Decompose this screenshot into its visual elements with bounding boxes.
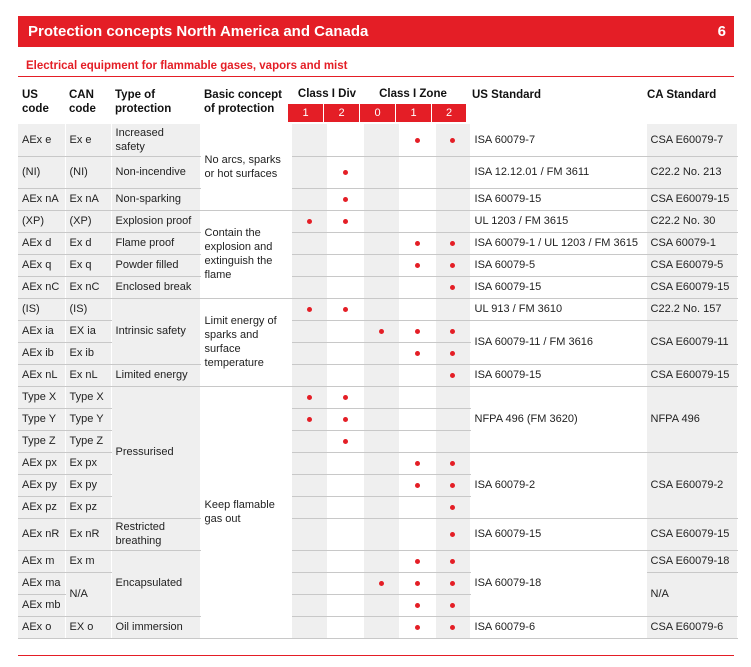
- zone-2-header: 2: [432, 104, 466, 122]
- zone-2-cell: [435, 572, 470, 594]
- zone-2-cell: [435, 430, 470, 452]
- can-code-cell: Type Z: [65, 430, 111, 452]
- type-of-protection-cell: Limited energy: [111, 364, 200, 386]
- type-of-protection-cell: Explosion proof: [111, 210, 200, 232]
- us-standard-cell: ISA 60079-1 / UL 1203 / FM 3615: [470, 232, 646, 254]
- zone-2-cell: [435, 386, 470, 408]
- zone-0-cell: [363, 518, 399, 550]
- can-code-cell: Ex m: [65, 550, 111, 572]
- div-2-header: 2: [324, 104, 359, 122]
- div-1-cell: [291, 364, 327, 386]
- div-1-cell: [291, 254, 327, 276]
- type-of-protection-cell: Oil immersion: [111, 616, 200, 638]
- type-of-protection-cell: Pressurised: [111, 386, 200, 518]
- us-code-cell: AEx mb: [18, 594, 65, 616]
- col-class-div: Class I Div: [297, 88, 357, 100]
- ca-standard-cell: N/A: [646, 572, 737, 616]
- applicable-dot-icon: [450, 241, 455, 246]
- section-subtitle: Electrical equipment for flammable gases, vapors and mist: [26, 60, 348, 72]
- table-row: [18, 124, 737, 156]
- can-code-cell: Type Y: [65, 408, 111, 430]
- div-2-cell: [327, 320, 363, 342]
- applicable-dot-icon: [450, 483, 455, 488]
- div-2-cell: [327, 254, 363, 276]
- zone-2-cell: [435, 364, 470, 386]
- us-standard-cell: ISA 60079-15: [470, 364, 646, 386]
- bottom-rule: [18, 655, 734, 656]
- applicable-dot-icon: [343, 439, 348, 444]
- applicable-dot-icon: [343, 219, 348, 224]
- ca-standard-cell: CSA E60079-11: [646, 320, 737, 364]
- zone-0-cell: [363, 188, 399, 210]
- zone-0-cell: [363, 124, 399, 156]
- us-code-cell: AEx nR: [18, 518, 65, 550]
- ca-standard-cell: CSA E60079-7: [646, 124, 737, 156]
- zone-0-cell: [363, 408, 399, 430]
- applicable-dot-icon: [415, 351, 420, 356]
- us-standard-cell: UL 913 / FM 3610: [470, 298, 646, 320]
- zone-0-cell: [363, 572, 399, 594]
- ca-standard-cell: C22.2 No. 157: [646, 298, 737, 320]
- zone-1-cell: [399, 232, 435, 254]
- applicable-dot-icon: [307, 219, 312, 224]
- zone-1-cell: [399, 320, 435, 342]
- can-code-cell: N/A: [65, 572, 111, 616]
- type-of-protection-cell: Flame proof: [111, 232, 200, 254]
- zone-2-cell: [435, 276, 470, 298]
- zone-0-cell: [363, 276, 399, 298]
- us-standard-cell: ISA 60079-5: [470, 254, 646, 276]
- applicable-dot-icon: [415, 138, 420, 143]
- us-code-cell: AEx o: [18, 616, 65, 638]
- us-code-cell: AEx m: [18, 550, 65, 572]
- ca-standard-cell: C22.2 No. 213: [646, 156, 737, 188]
- us-code-cell: AEx nA: [18, 188, 65, 210]
- us-code-cell: Type Z: [18, 430, 65, 452]
- can-code-cell: Ex nA: [65, 188, 111, 210]
- zone-0-cell: [363, 386, 399, 408]
- div-1-cell: [291, 298, 327, 320]
- can-code-cell: Ex d: [65, 232, 111, 254]
- us-code-cell: AEx ib: [18, 342, 65, 364]
- zone-1-cell: [399, 254, 435, 276]
- can-code-cell: Ex px: [65, 452, 111, 474]
- applicable-dot-icon: [450, 373, 455, 378]
- can-code-cell: (IS): [65, 298, 111, 320]
- table-row: [18, 550, 737, 572]
- table-row: [18, 364, 737, 386]
- applicable-dot-icon: [307, 417, 312, 422]
- zone-1-cell: [399, 276, 435, 298]
- us-code-cell: AEx ia: [18, 320, 65, 342]
- zone-1-header: 1: [396, 104, 431, 122]
- ca-standard-cell: CSA E60079-15: [646, 364, 737, 386]
- zone-0-cell: [363, 616, 399, 638]
- ca-standard-cell: CSA E60079-15: [646, 518, 737, 550]
- div-1-cell: [291, 342, 327, 364]
- type-of-protection-cell: Intrinsic safety: [111, 298, 200, 364]
- zone-1-cell: [399, 124, 435, 156]
- us-code-cell: Type X: [18, 386, 65, 408]
- us-code-cell: AEx q: [18, 254, 65, 276]
- type-of-protection-cell: Restricted breathing: [111, 518, 200, 550]
- col-ca-standard: CA Standard: [647, 89, 717, 101]
- ca-standard-cell: NFPA 496: [646, 386, 737, 452]
- can-code-cell: Ex nL: [65, 364, 111, 386]
- div-1-cell: [291, 616, 327, 638]
- applicable-dot-icon: [343, 197, 348, 202]
- applicable-dot-icon: [415, 263, 420, 268]
- us-standard-cell: ISA 60079-18: [470, 550, 646, 616]
- us-code-cell: AEx pz: [18, 496, 65, 518]
- div-2-cell: [327, 550, 363, 572]
- applicable-dot-icon: [415, 241, 420, 246]
- applicable-dot-icon: [450, 603, 455, 608]
- zone-1-cell: [399, 550, 435, 572]
- applicable-dot-icon: [450, 532, 455, 537]
- div-1-cell: [291, 430, 327, 452]
- div-1-cell: [291, 518, 327, 550]
- applicable-dot-icon: [450, 625, 455, 630]
- type-of-protection-cell: Powder filled: [111, 254, 200, 276]
- zone-1-cell: [399, 452, 435, 474]
- col-type: Type of protection: [115, 89, 172, 115]
- zone-1-cell: [399, 156, 435, 188]
- div-2-cell: [327, 518, 363, 550]
- col-class-zone: Class I Zone: [379, 88, 447, 100]
- zone-1-cell: [399, 364, 435, 386]
- div-2-cell: [327, 342, 363, 364]
- page-title: Protection concepts North America and Canada: [28, 23, 369, 40]
- basic-concept-cell: No arcs, sparks or hot surfaces: [200, 124, 291, 210]
- us-code-cell: (IS): [18, 298, 65, 320]
- div-1-cell: [291, 386, 327, 408]
- zone-0-cell: [363, 342, 399, 364]
- zone-0-cell: [363, 430, 399, 452]
- can-code-cell: EX o: [65, 616, 111, 638]
- ca-standard-cell: CSA 60079-1: [646, 232, 737, 254]
- zone-1-cell: [399, 496, 435, 518]
- can-code-cell: Ex nR: [65, 518, 111, 550]
- basic-concept-cell: Keep flamable gas out: [200, 386, 291, 638]
- div-2-cell: [327, 452, 363, 474]
- div-2-cell: [327, 364, 363, 386]
- ca-standard-cell: C22.2 No. 30: [646, 210, 737, 232]
- zone-2-cell: [435, 452, 470, 474]
- table-row: [18, 156, 737, 188]
- zone-0-cell: [363, 156, 399, 188]
- table-row: [18, 210, 737, 232]
- zone-2-cell: [435, 124, 470, 156]
- ca-standard-cell: CSA E60079-6: [646, 616, 737, 638]
- div-2-cell: [327, 474, 363, 496]
- div-1-cell: [291, 188, 327, 210]
- div-2-cell: [327, 594, 363, 616]
- table-row: [18, 254, 737, 276]
- basic-concept-cell: Contain the explosion and extinguish the flame: [200, 210, 291, 298]
- zone-0-cell: [363, 254, 399, 276]
- zone-2-cell: [435, 254, 470, 276]
- div-1-cell: [291, 572, 327, 594]
- table-row: [18, 276, 737, 298]
- zone-2-cell: [435, 616, 470, 638]
- applicable-dot-icon: [307, 395, 312, 400]
- us-code-cell: (NI): [18, 156, 65, 188]
- ca-standard-cell: CSA E60079-18: [646, 550, 737, 572]
- zone-0-cell: [363, 452, 399, 474]
- can-code-cell: (XP): [65, 210, 111, 232]
- div-2-cell: [327, 124, 363, 156]
- applicable-dot-icon: [450, 263, 455, 268]
- applicable-dot-icon: [343, 170, 348, 175]
- applicable-dot-icon: [450, 505, 455, 510]
- us-code-cell: AEx nL: [18, 364, 65, 386]
- applicable-dot-icon: [450, 581, 455, 586]
- div-1-cell: [291, 276, 327, 298]
- table-row: [18, 298, 737, 320]
- zone-0-cell: [363, 550, 399, 572]
- zone-0-header: 0: [360, 104, 395, 122]
- zone-1-cell: [399, 408, 435, 430]
- type-of-protection-cell: Encapsulated: [111, 550, 200, 616]
- zone-2-cell: [435, 550, 470, 572]
- ca-standard-cell: CSA E60079-2: [646, 452, 737, 518]
- zone-2-cell: [435, 188, 470, 210]
- applicable-dot-icon: [307, 307, 312, 312]
- zone-2-cell: [435, 156, 470, 188]
- div-1-cell: [291, 124, 327, 156]
- can-code-cell: Ex q: [65, 254, 111, 276]
- applicable-dot-icon: [415, 625, 420, 630]
- zone-1-cell: [399, 210, 435, 232]
- zone-0-cell: [363, 232, 399, 254]
- us-standard-cell: ISA 12.12.01 / FM 3611: [470, 156, 646, 188]
- applicable-dot-icon: [450, 138, 455, 143]
- us-standard-cell: ISA 60079-7: [470, 124, 646, 156]
- applicable-dot-icon: [450, 351, 455, 356]
- col-can-code: CAN code: [69, 89, 96, 115]
- zone-1-cell: [399, 616, 435, 638]
- us-standard-cell: ISA 60079-15: [470, 518, 646, 550]
- protection-concepts-table: [18, 124, 738, 639]
- applicable-dot-icon: [450, 285, 455, 290]
- applicable-dot-icon: [343, 395, 348, 400]
- div-2-cell: [327, 298, 363, 320]
- type-of-protection-cell: Non-incendive: [111, 156, 200, 188]
- zone-2-cell: [435, 496, 470, 518]
- applicable-dot-icon: [415, 483, 420, 488]
- col-us-code: US code: [22, 89, 49, 115]
- type-of-protection-cell: Enclosed break: [111, 276, 200, 298]
- zone-2-cell: [435, 320, 470, 342]
- zone-1-cell: [399, 298, 435, 320]
- div-1-cell: [291, 320, 327, 342]
- us-standard-cell: ISA 60079-6: [470, 616, 646, 638]
- zone-0-cell: [363, 298, 399, 320]
- can-code-cell: (NI): [65, 156, 111, 188]
- ca-standard-cell: CSA E60079-15: [646, 276, 737, 298]
- can-code-cell: EX ia: [65, 320, 111, 342]
- zone-2-cell: [435, 342, 470, 364]
- us-code-cell: AEx px: [18, 452, 65, 474]
- us-standard-cell: ISA 60079-15: [470, 188, 646, 210]
- zone-0-cell: [363, 594, 399, 616]
- zone-2-cell: [435, 408, 470, 430]
- zone-2-cell: [435, 298, 470, 320]
- applicable-dot-icon: [415, 461, 420, 466]
- table-row: [18, 188, 737, 210]
- can-code-cell: Type X: [65, 386, 111, 408]
- div-1-cell: [291, 232, 327, 254]
- applicable-dot-icon: [450, 461, 455, 466]
- applicable-dot-icon: [343, 417, 348, 422]
- div-2-cell: [327, 430, 363, 452]
- us-code-cell: (XP): [18, 210, 65, 232]
- zone-0-cell: [363, 496, 399, 518]
- div-1-cell: [291, 408, 327, 430]
- div-1-cell: [291, 452, 327, 474]
- applicable-dot-icon: [343, 307, 348, 312]
- page-number: 6: [717, 23, 726, 40]
- div-2-cell: [327, 616, 363, 638]
- zone-0-cell: [363, 474, 399, 496]
- applicable-dot-icon: [379, 581, 384, 586]
- page-header: [18, 16, 734, 47]
- zone-1-cell: [399, 572, 435, 594]
- zone-1-cell: [399, 594, 435, 616]
- div-1-header: 1: [288, 104, 323, 122]
- basic-concept-cell: Limit energy of sparks and surface temperature: [200, 298, 291, 386]
- div-2-cell: [327, 386, 363, 408]
- div-2-cell: [327, 156, 363, 188]
- col-basic-concept: Basic concept of protection: [204, 89, 282, 115]
- applicable-dot-icon: [379, 329, 384, 334]
- zone-1-cell: [399, 518, 435, 550]
- applicable-dot-icon: [415, 559, 420, 564]
- us-code-cell: AEx d: [18, 232, 65, 254]
- div-2-cell: [327, 572, 363, 594]
- us-standard-cell: UL 1203 / FM 3615: [470, 210, 646, 232]
- ca-standard-cell: CSA E60079-15: [646, 188, 737, 210]
- type-of-protection-cell: Increased safety: [111, 124, 200, 156]
- can-code-cell: Ex ib: [65, 342, 111, 364]
- div-2-cell: [327, 210, 363, 232]
- us-code-cell: AEx nC: [18, 276, 65, 298]
- zone-0-cell: [363, 364, 399, 386]
- zone-1-cell: [399, 342, 435, 364]
- div-1-cell: [291, 210, 327, 232]
- can-code-cell: Ex py: [65, 474, 111, 496]
- div-1-cell: [291, 594, 327, 616]
- zone-0-cell: [363, 210, 399, 232]
- applicable-dot-icon: [450, 329, 455, 334]
- us-standard-cell: NFPA 496 (FM 3620): [470, 386, 646, 452]
- table-row: [18, 616, 737, 638]
- zone-2-cell: [435, 474, 470, 496]
- div-2-cell: [327, 408, 363, 430]
- zone-2-cell: [435, 518, 470, 550]
- us-code-cell: AEx ma: [18, 572, 65, 594]
- ca-standard-cell: CSA E60079-5: [646, 254, 737, 276]
- div-2-cell: [327, 188, 363, 210]
- us-code-cell: Type Y: [18, 408, 65, 430]
- div-1-cell: [291, 156, 327, 188]
- div-1-cell: [291, 474, 327, 496]
- zone-1-cell: [399, 430, 435, 452]
- zone-1-cell: [399, 474, 435, 496]
- applicable-dot-icon: [415, 603, 420, 608]
- us-code-cell: AEx e: [18, 124, 65, 156]
- us-standard-cell: ISA 60079-11 / FM 3616: [470, 320, 646, 364]
- subtitle-rule: [18, 76, 734, 77]
- us-code-cell: AEx py: [18, 474, 65, 496]
- table-row: [18, 232, 737, 254]
- can-code-cell: Ex e: [65, 124, 111, 156]
- applicable-dot-icon: [415, 329, 420, 334]
- div-1-cell: [291, 496, 327, 518]
- zone-0-cell: [363, 320, 399, 342]
- div-2-cell: [327, 496, 363, 518]
- table-row: [18, 386, 737, 408]
- zone-2-cell: [435, 594, 470, 616]
- div-1-cell: [291, 550, 327, 572]
- type-of-protection-cell: Non-sparking: [111, 188, 200, 210]
- applicable-dot-icon: [415, 581, 420, 586]
- div-2-cell: [327, 232, 363, 254]
- col-us-standard: US Standard: [472, 89, 542, 101]
- zone-2-cell: [435, 232, 470, 254]
- zone-2-cell: [435, 210, 470, 232]
- div-2-cell: [327, 276, 363, 298]
- us-standard-cell: ISA 60079-2: [470, 452, 646, 518]
- table-row: [18, 518, 737, 550]
- can-code-cell: Ex nC: [65, 276, 111, 298]
- applicable-dot-icon: [450, 559, 455, 564]
- zone-1-cell: [399, 188, 435, 210]
- us-standard-cell: ISA 60079-15: [470, 276, 646, 298]
- zone-1-cell: [399, 386, 435, 408]
- can-code-cell: Ex pz: [65, 496, 111, 518]
